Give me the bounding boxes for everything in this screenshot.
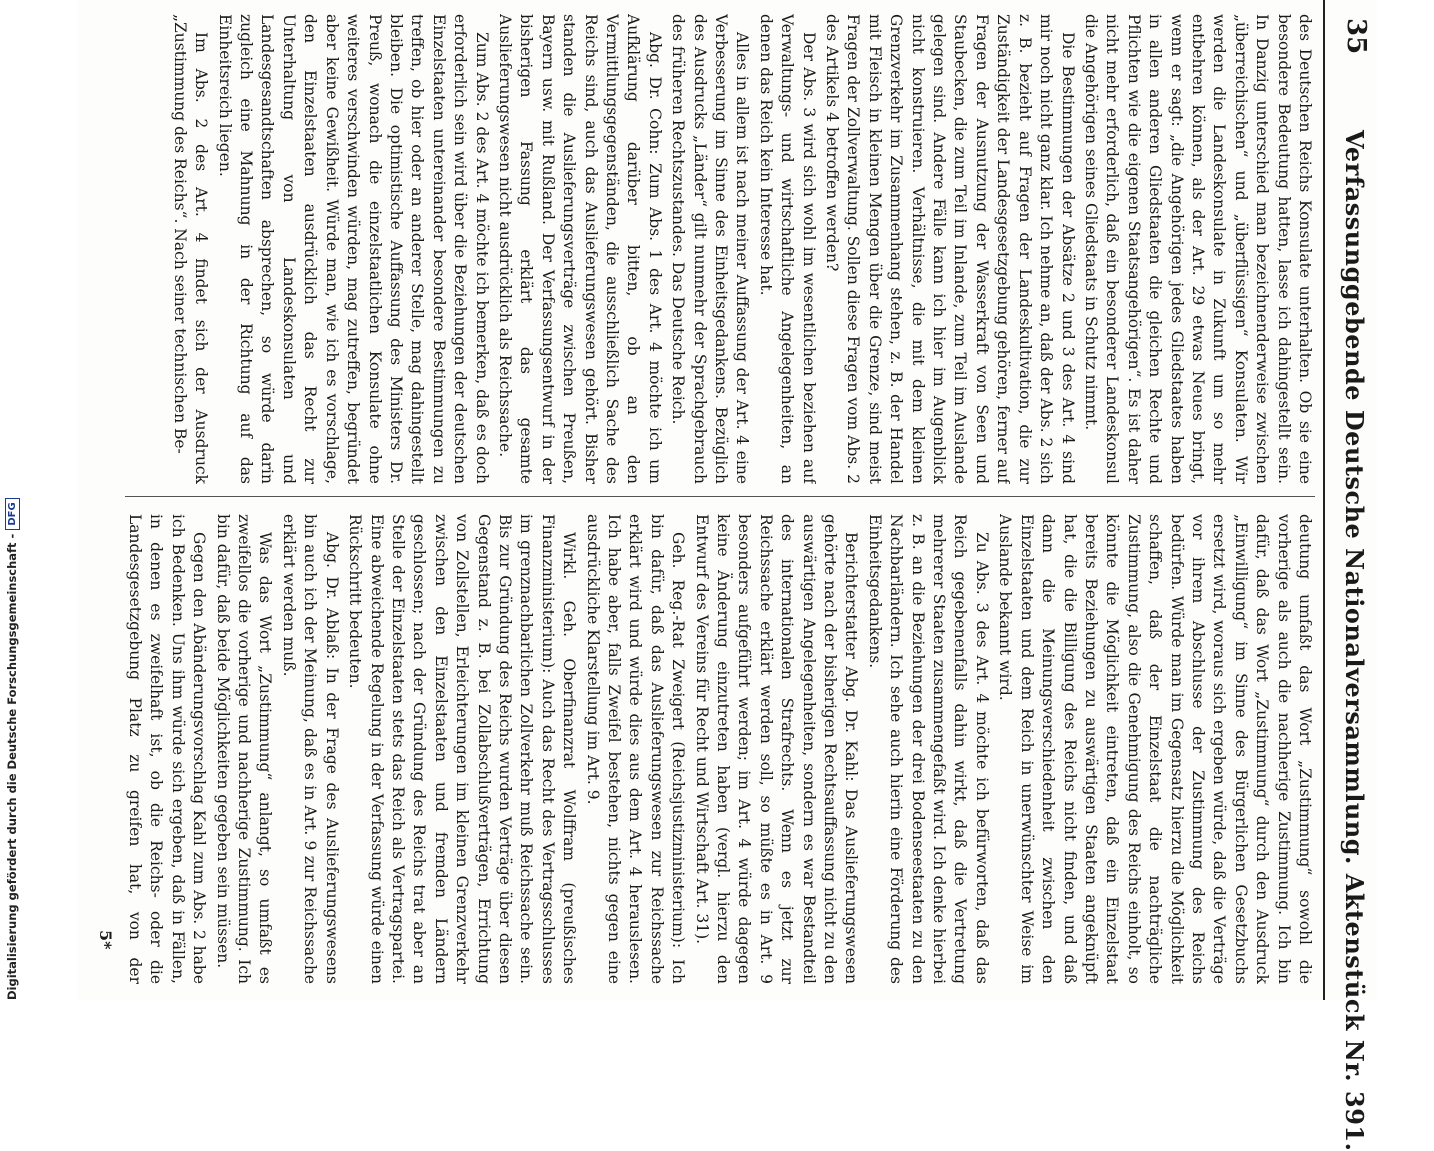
paragraph: des Deutschen Reichs Konsulate unterhalten. Ob sie eine besondere Bedeutung hatten, lasse ich dahingestellt sein. In Danzig unterschied man bezeichnenderweise zwischen „überreichischen“ und „überflüssigen“ Konsulaten. Wir werden die Landeskonsulate in Zukunft um so mehr entbehren können, als der Art. 29 etwas Neues bringt, wenn er sagt: „die Angehörigen jedes Gliedstaates haben in allen anderen Gliedstaaten die gleichen Rechte und Pflichten wie die eigenen Staatsangehörigen“. Es ist daher nicht mehr erforderlich, daß ein besonderer Landeskonsul die Angehörigen seines Gliedstaats in Schutz nimmt. [1081,14,1314,484]
rotated-page [77,0,1377,1151]
running-title: Verfassunggebende Deutsche Nationalversammlung. Aktenstück Nr. 391. [1340,130,1369,1151]
digitization-credit [2,0,22,1000]
paragraph: Im Abs. 2 des Art. 4 findet sich der Ausdruck „Zustimmung des Reichs“. Nach seiner technischen Be- [170,14,211,484]
paragraph: Der Abs. 3 wird sich wohl im wesentlichen beziehen auf Verwaltungs- und wirtschaftliche Angelegenheiten, an denen das Reich kein Interesse hat. [756,14,818,484]
paragraph: Zu Abs. 3 des Art. 4 möchte ich befürworten, daß das Reich gegebenenfalls dahin wirkt, daß die Vertretung mehrerer Staaten zusammengefaßt wird. Ich denke hierbei z. B. an die Beziehungen der drei Bodenseestaaten zu den Nachbarländern. Ich sehe auch hierin eine Förderung des Einheitsgedankens. [865,514,991,984]
left-column [125,14,1315,484]
page-number: 35 [1341,18,1371,55]
paragraph: Gegen den Abänderungsvorschlag Kahl zum Abs. 2 habe ich Bedenken. Uns ihm würde sich ergeben, daß in Fällen, in denen es zweifelhaft ist, ob die Reichs- oder die Landesgesetzgebung Platz zu greifen hat, von der [126,514,209,984]
paragraph: Was das Wort „Zustimmung“ anlangt, so umfaßt es zweifellos die vorherige und nachherige Zustimmung. Ich bin dafür, daß beide Möglichkeiten gegeben sein müssen. [213,514,275,984]
paragraph: Zum Abs. 2 des Art. 4 möchte ich bemerken, daß es doch erforderlich sein wird über die Beziehungen der deutschen Einzelstaaten untereinander besondere Bestimmungen zu treffen, ob hier oder an anderer Stelle, mag dahingestellt bleiben. Die optimistische Auffassung des Ministers Dr. Preuß, wonach die einzelstaatlichen Konsulate ohne weiteres verschwinden würden, mag zutreffen, begründet aber keine Gewißheit. Würde man, wie ich es vorschlage, den Einzelstaaten ausdrücklich das Recht zur Unterhaltung von Landeskonsulaten und Landesgesandtschaften absprechen, so würde darin zugleich eine Mahnung in der Richtung auf das Einheitsreich liegen. [215,14,491,484]
paragraph: Alles in allem ist nach meiner Auffassung der Art. 4 eine Verbesserung im Sinne des Einheitsgedankens. Bezüglich des Ausdrucks „Länder“ gilt nunmehr der Sprachgebrauch des früheren Rechtszustandes. Das Deutsche Reich. [669,14,752,484]
paragraph: Abg. Dr. Cohn: Zum Abs. 1 des Art. 4 möchte ich um Aufklärung darüber bitten, ob an den Vermittlungsgegenständen, die ausschließlich Sache des Reichs sind, auch das Auslieferungswesen gehört. Bisher standen die Auslieferungsverträge zwischen Preußen, Bayern usw. mit Rußland. Der Verfassungsentwurf in der bisherigen Fassung erklärt das gesamte Auslieferungswesen nicht ausdrücklich als Reichssache. [495,14,664,484]
paragraph: deutung umfaßt das Wort „Zustimmung“ sowohl die vorherige als auch die nachherige Zustimmung. Ich bin dafür, daß das Wort „Zustimmung“ durch den Ausdruck „Einwilligung“ im Sinne des Bürgerlichen Gesetzbuchs ersetzt wird, woraus sich ergeben würde, daß die Verträge vor ihrem Abschlusse der Zustimmung des Reichs bedürfen. Würde man im Gegensatz hierzu die Möglichkeit schaffen, daß der Einzelstaat die nachträgliche Zustimmung, also die Genehmigung des Reichs einholt, so könnte die Möglichkeit eintreten, daß ein Einzelstaat bereits Beziehungen zu auswärtigen Staaten angeknüpft hat, die die Billigung des Reichs nicht finden, und daß dann die Meinungsverschiedenheit zwischen den Einzelstaaten und dem Reich in unerwünschter Weise im Auslande bekannt wird. [996,514,1314,984]
dfg-logo: DFG [5,498,20,529]
paragraph: Die Bestimmungen der Absätze 2 und 3 des Art. 4 sind mir noch nicht ganz klar. Ich nehme an, daß der Abs. 2 sich z. B. bezieht auf Fragen der Landeskultivation, die zur Zuständigkeit der Landesgesetzgebung gehören, ferner auf Fragen der Ausnutzung der Wasserkraft von Seen und Staubecken, die zum Teil im Inlande, zum Teil im Auslande gelegen sind. Andere Fälle kann ich hier im Augenblick nicht konstruieren. Verhältnisse, die mit dem kleinen Grenzverkehr im Zusammenhang stehen, z. B. der Handel mit Fleisch in kleinen Mengen über die Grenze, sind meist Fragen der Zollverwaltung. Sollen diese Fragen vom Abs. 2 des Artikels 4 betroffen werden? [823,14,1077,484]
paragraph: Geh. Reg.-Rat Zweigert (Reichsjustizministerium): Ich bin dafür, daß das Auslieferungswesen zur Reichssache erklärt wird und würde dies aus dem Art. 4 herauslesen. Ich habe aber, falls Zweifel bestehen, nichts gegen eine ausdrückliche Klarstellung im Art. 9. [583,514,688,984]
right-column [125,514,1315,984]
paragraph: Berichterstatter Abg. Dr. Kahl: Das Auslieferungswesen gehörte nach der bisherigen Rechtsauffassung nicht zu den auswärtigen Angelegenheiten, sondern es war Bestandteil des internationalen Strafrechts. Wenn es jetzt zur Reichssache erklärt werden soll, so müßte es in Art. 9 besonders aufgeführt werden; im Art. 4 würde dagegen keine Änderung einzutreten haben (vergl. hierzu den Entwurf des Vereins für Recht und Wirtschaft Art. 31). [692,514,861,984]
paragraph: Abg. Dr. Ablaß: In der Frage des Auslieferungswesens bin auch ich der Meinung, daß es in Art. 9 zur Reichssache erklärt werden muß. [279,514,341,984]
column-divider [125,496,1315,497]
credit-text: Digitalisierung gefördert durch die Deutsche Forschungsgemeinschaft - [5,533,19,1000]
page-header [1323,0,1377,1151]
paragraph: Wirkl. Geh. Oberfinanzrat Wolffram (preußisches Finanzministerium): Auch das Recht des Vertragsschlusses im grenznachbarlichen Zollverkehr muß Reichssache sein. Bis zur Gründung des Reichs wurden Verträge über diesen Gegenstand z. B. bei Zollabschlußverträgen, Errichtung von Zollstellen, Erleichterungen im kleinen Grenzverkehr zwischen den Einzelstaaten und fremden Ländern geschlossen; nach der Gründung des Reichs trat aber an Stelle der Einzelstaaten stets das Reich als Vertragspartei. Eine abweichende Regelung in der Verfassung würde einen Rückschritt bedeuten. [346,514,579,984]
signature-mark: 5* [96,930,115,950]
